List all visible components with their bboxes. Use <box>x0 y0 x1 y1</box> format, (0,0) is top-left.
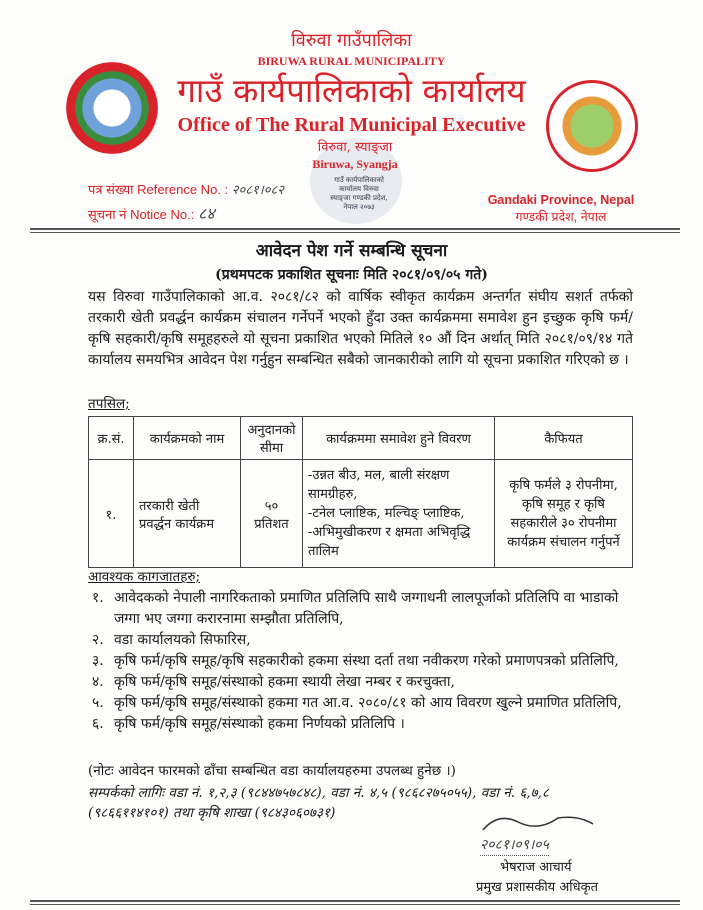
table-row <box>89 460 633 568</box>
notice-subtitle: (प्रथमपटक प्रकाशित सूचनाः मिति २०८१/०९/०५ गते) <box>215 267 488 283</box>
documents-list <box>92 588 632 735</box>
list-item: ४. कृषि फर्म/कृषि समूह/संस्थाको हकमा स्थायी लेखा नम्बर र करचुक्ता, <box>92 674 455 690</box>
municipality-name-np: विरुवा गाउँपालिका <box>291 30 412 51</box>
cell-sn: १. <box>89 460 134 568</box>
col-grant-limit: अनुदानको सीमा <box>241 417 303 460</box>
notice-number: सूचना नं Notice No.: ८४ <box>88 204 215 223</box>
location-en: Biruwa, Syangja <box>312 157 398 171</box>
header-divider <box>30 228 680 233</box>
footer-divider <box>30 900 680 905</box>
signatory-name: भेषराज आचार्य <box>500 860 572 875</box>
col-remarks: कैफियत <box>495 417 633 460</box>
program-table <box>88 416 633 568</box>
municipality-logo <box>546 80 638 172</box>
list-item: २. वडा कार्यालयको सिफारिस, <box>92 632 251 648</box>
list-item: ३. कृषि फर्म/कृषि समूह/कृषि सहकारीको हकमा संस्था दर्ता तथा नवीकरण गरेको प्रमाणपत्रको प्रतिलिपि, <box>92 653 619 669</box>
col-program-name: कार्यक्रमको नाम <box>134 417 241 460</box>
nepal-emblem-logo <box>66 62 158 154</box>
col-details: कार्यक्रममा समावेश हुने विवरण <box>303 417 495 460</box>
list-item: ५. कृषि फर्म/कृषि समूह/संस्थाको हकमा गत आ.व. २०८०/८१ को आय विवरण खुल्ने प्रमाणित प्रतिलिपि, <box>92 695 622 711</box>
cell-grant-limit: ५० प्रतिशत <box>241 460 303 568</box>
cell-remarks: कृषि फर्मले ३ रोपनीमा, कृषि समूह र कृषि सहकारीले ३० रोपनीमा कार्यक्रम संचालन गर्नुपर्ने <box>495 460 633 568</box>
signature <box>478 810 598 836</box>
notice-title: आवेदन पेश गर्ने सम्बन्धि सूचना <box>255 241 448 261</box>
cell-details: -उन्नत बीउ, मल, बाली संरक्षण सामग्रीहरु, -टनेल प्लाष्टिक, मल्चिङ् प्लाष्टिक, -अभिमुखीकरण र क्षमता अभिवृद्धि तालिम <box>303 460 495 568</box>
province-np: गण्डकी प्रदेश, नेपाल <box>515 210 607 224</box>
signature-date: २०८१।०९।०५ <box>480 836 549 856</box>
province-en: Gandaki Province, Nepal <box>487 193 635 207</box>
reference-number: पत्र संख्या Reference No. : २०८१।०८२ <box>88 182 285 198</box>
stamp-text: गाउँ कार्यपालिकाको कार्यालय विरुवा स्याङ्जा गण्डकी प्रदेश, नेपाल २०७३ <box>330 176 388 211</box>
contact-info: सम्पर्कको लागिः वडा नं. १,२,३ (९८४४७५७८४८), वडा नं. ४,५ (९८६८२७५०५५), वडा नं. ६,७,८ (९८६६११४१०१) तथा कृषि शाखा (९८४३०६०७३१) <box>88 785 549 821</box>
location-np: विरुवा, स्याङ्जा <box>317 140 393 155</box>
office-name-en: Office of The Rural Municipal Executive <box>177 114 526 136</box>
documents-heading: आवश्यक कागजातहरु; <box>88 569 200 585</box>
list-item: १. आवेदकको नेपाली नागरिकताको प्रमाणित प्रतिलिपि साथै जग्गाधनी लालपूर्जाको प्रतिलिपि वा भाडाको जग्गा भए जग्गा करारनामा सम्झौता प्रतिलिपि, <box>92 590 619 627</box>
municipality-name-en: BIRUWA RURAL MUNICIPALITY <box>257 54 446 68</box>
signatory-designation: प्रमुख प्रशासकीय अधिकृत <box>476 880 599 895</box>
note: (नोटः आवेदन फारमको ढाँचा सम्बन्धित वडा कार्यालयहरुमा उपलब्ध हुनेछ ।) <box>88 763 456 779</box>
office-name-np: गाउँ कार्यपालिकाको कार्यालय <box>177 71 526 110</box>
col-sn: क्र.सं. <box>89 417 134 460</box>
details-heading: तपसिल; <box>88 396 130 412</box>
notice-body: यस विरुवा गाउँपालिकाको आ.व. २०८१/८२ को वार्षिक स्वीकृत कार्यक्रम अन्तर्गत संघीय सशर्त तर्फको तरकारी खेती प्रवर्द्धन कार्यक्रम संचालन गर्नेपर्ने भएको हुँदा उक्त कार्यक्रममा समावेश हुन इच्छुक कृषि फर्म/कृषि सहकारी/कृषि समूहहरुले यो सूचना प्रकाशित भएको मितिले १० औं दिन अर्थात् मिति २०८१/०९/१४ गते कार्यालय समयभित्र आवेदन पेश गर्नुहुन सम्बन्धित सबैको जानकारीको लागि यो सूचना प्रकाशित गरिएको छ । <box>88 289 633 368</box>
cell-program-name: तरकारी खेती प्रवर्द्धन कार्यक्रम <box>134 460 241 568</box>
list-item: ६. कृषि फर्म/कृषि समूह/संस्थाको हकमा निर्णयको प्रतिलिपि । <box>92 716 405 732</box>
